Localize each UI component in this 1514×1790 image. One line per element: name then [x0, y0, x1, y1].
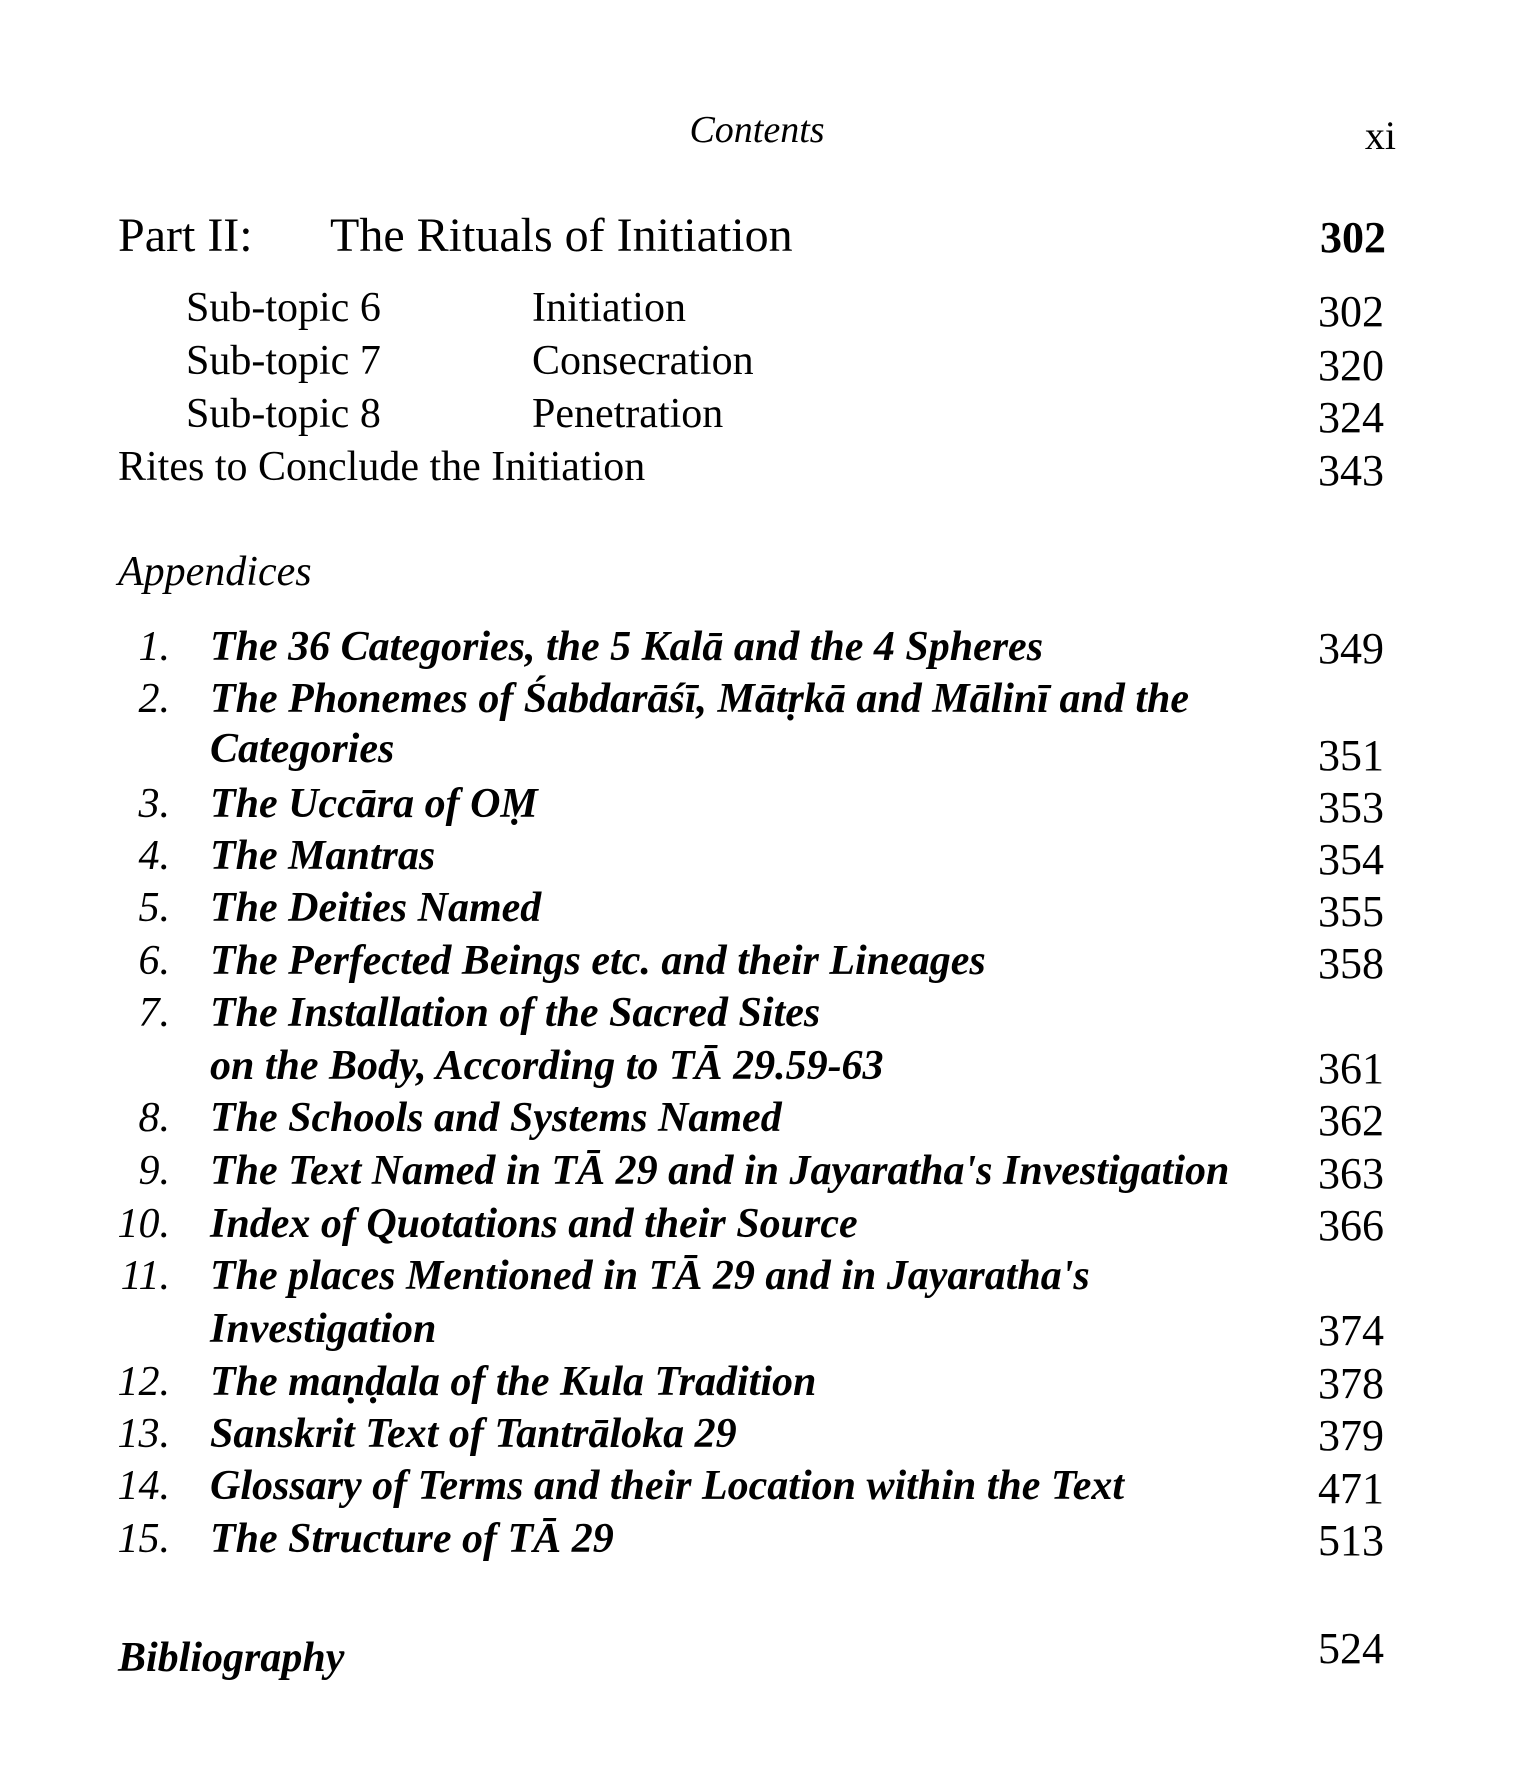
- appendix-number: 11.: [120, 1253, 170, 1299]
- appendix-number: 4.: [138, 833, 170, 879]
- appendix-number: 12.: [117, 1359, 170, 1405]
- appendix-title: Sanskrit Text of Tantrāloka 29: [210, 1411, 737, 1457]
- part-page: 302: [1320, 213, 1386, 262]
- subtopic-page: 302: [1318, 287, 1384, 336]
- appendix-title: The Text Named in TĀ 29 and in Jayaratha's Investigation: [210, 1148, 1230, 1194]
- appendix-number: 9.: [138, 1148, 170, 1194]
- appendix-page: 353: [1318, 783, 1384, 832]
- appendix-number: 15.: [117, 1516, 170, 1562]
- part-label: Part II:: [118, 209, 253, 262]
- appendix-page: 354: [1318, 835, 1384, 884]
- appendix-page: 349: [1318, 624, 1384, 673]
- appendix-number: 3.: [138, 781, 170, 827]
- appendix-title: The Perfected Beings etc. and their Lineages: [210, 938, 986, 984]
- appendix-title: The Schools and Systems Named: [210, 1095, 782, 1141]
- subtopic-title: Consecration: [532, 338, 754, 384]
- appendix-title: The places Mentioned in TĀ 29 and in Jayaratha's: [210, 1253, 1090, 1299]
- appendix-number: 8.: [138, 1095, 170, 1141]
- appendix-page: 361: [1318, 1044, 1384, 1093]
- appendix-title: Index of Quotations and their Source: [210, 1201, 858, 1247]
- appendix-title: The Structure of TĀ 29: [210, 1516, 614, 1562]
- bibliography-title: Bibliography: [118, 1635, 345, 1681]
- subtopic-label: Sub-topic 8: [186, 391, 381, 437]
- appendix-title-cont: on the Body, According to TĀ 29.59-63: [210, 1043, 884, 1089]
- part-title: The Rituals of Initiation: [330, 209, 793, 262]
- appendix-page: 374: [1318, 1306, 1384, 1355]
- rites-page: 343: [1318, 446, 1384, 495]
- appendix-page: 351: [1318, 731, 1384, 780]
- page-number: xi: [1364, 113, 1396, 158]
- bibliography-page: 524: [1318, 1624, 1384, 1673]
- subtopic-title: Initiation: [532, 285, 686, 331]
- appendix-title-cont: Investigation: [210, 1306, 437, 1352]
- appendix-title: The Deities Named: [210, 885, 542, 931]
- appendix-title: The 36 Categories, the 5 Kalā and the 4 Spheres: [210, 624, 1044, 670]
- appendix-number: 1.: [138, 624, 170, 670]
- appendix-page: 362: [1318, 1096, 1384, 1145]
- appendix-number: 2.: [138, 676, 170, 722]
- subtopic-label: Sub-topic 6: [186, 285, 381, 331]
- subtopic-page: 320: [1318, 341, 1384, 390]
- appendix-page: 379: [1318, 1411, 1384, 1460]
- appendix-title: Glossary of Terms and their Location within the Text: [210, 1463, 1125, 1509]
- appendix-page: 355: [1318, 887, 1384, 936]
- appendix-page: 363: [1318, 1149, 1384, 1198]
- appendix-number: 7.: [138, 990, 170, 1036]
- appendix-page: 358: [1318, 939, 1384, 988]
- appendix-page: 366: [1318, 1201, 1384, 1250]
- subtopic-label: Sub-topic 7: [186, 338, 381, 384]
- appendix-page: 378: [1318, 1359, 1384, 1408]
- appendix-title: The Phonemes of Śabdarāśī, Mātṛkā and Mālinī and the: [210, 676, 1189, 722]
- running-head: Contents: [689, 109, 825, 151]
- appendix-title: The Uccāra of OṂ: [210, 781, 538, 827]
- appendix-page: 471: [1318, 1464, 1384, 1513]
- appendix-number: 5.: [138, 885, 170, 931]
- appendices-heading: Appendices: [118, 549, 312, 595]
- appendix-number: 10.: [117, 1201, 170, 1247]
- appendix-number: 13.: [117, 1411, 170, 1457]
- subtopic-page: 324: [1318, 393, 1384, 442]
- subtopic-title: Penetration: [532, 391, 724, 437]
- appendix-title: The Mantras: [210, 833, 436, 879]
- appendix-title: The maṇḍala of the Kula Tradition: [210, 1359, 817, 1405]
- rites-title: Rites to Conclude the Initiation: [118, 444, 646, 490]
- appendix-number: 6.: [138, 938, 170, 984]
- appendix-page: 513: [1318, 1516, 1384, 1565]
- appendix-title: The Installation of the Sacred Sites: [210, 990, 821, 1036]
- appendix-title-cont: Categories: [210, 726, 395, 772]
- appendix-number: 14.: [117, 1463, 170, 1509]
